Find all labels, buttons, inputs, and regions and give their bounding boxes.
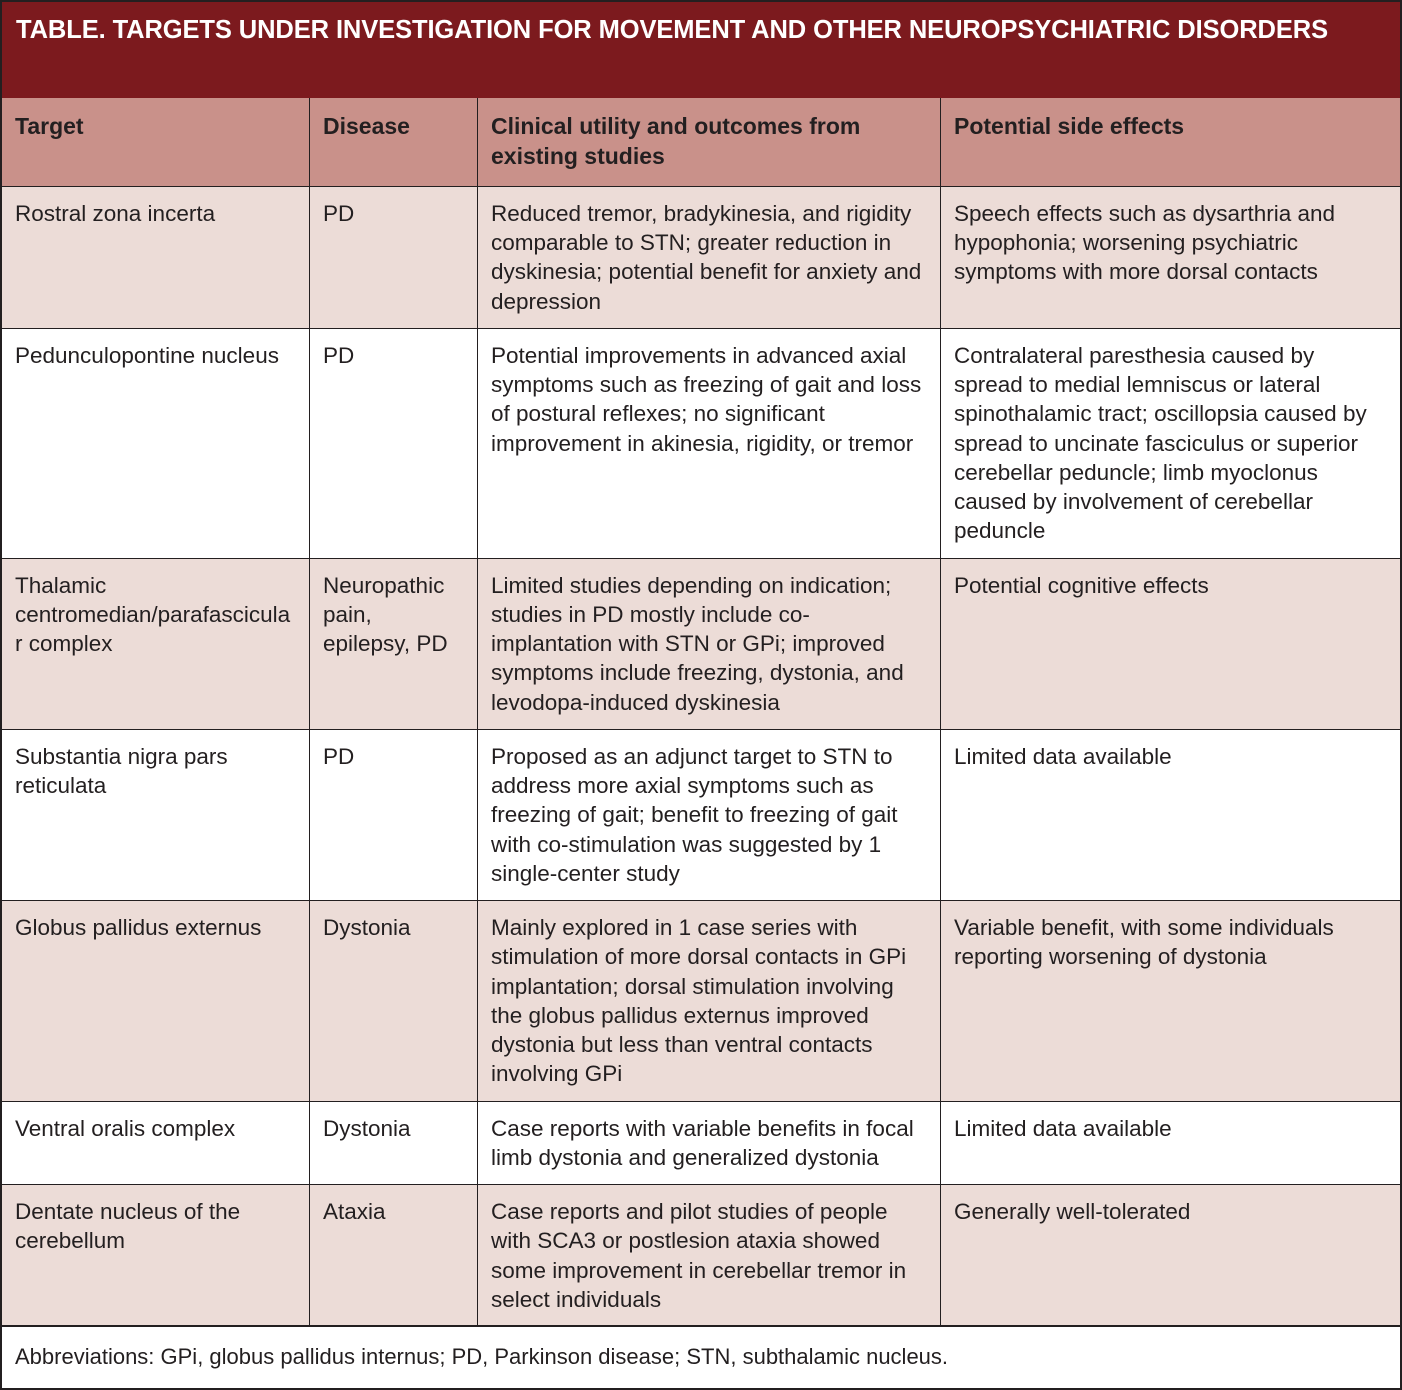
cell-target: Substantia nigra pars reticulata [15,743,228,799]
table-grid [2,98,1400,1325]
cell-utility: Reduced tremor, bradykinesia, and rigidity comparable to STN; greater reduction in dyskinesia; potential benefit for anxiety and depression [477,187,940,328]
table-header-row [2,98,1400,186]
cell-disease: PD [309,187,477,328]
cell-utility: Case reports and pilot studies of people with SCA3 or postlesion ataxia showed some improvement in cerebellar tremor in select individuals [477,1185,940,1326]
cell-utility: Potential improvements in advanced axial symptoms such as freezing of gait and loss of postural reflexes; no significant improvement in akinesia, rigidity, or tremor [477,329,940,558]
cell-utility: Case reports with variable benefits in focal limb dystonia and generalized dystonia [477,1102,940,1185]
cell-disease: PD [309,329,477,558]
cell-utility: Limited studies depending on indication; studies in PD mostly include co-implantation with STN or GPi; improved symptoms include freezing, dystonia, and levodopa-induced dyskinesia [477,559,940,729]
cell-side-effects: Potential cognitive effects [940,559,1400,729]
cell-side-effects: Generally well-tolerated [940,1185,1400,1326]
table-row [2,1101,1400,1185]
table-row [2,729,1400,900]
column-header-target: Target [15,113,84,139]
cell-target: Globus pallidus externus [15,915,262,941]
cell-disease: Dystonia [309,901,477,1101]
cell-utility: Mainly explored in 1 case series with stimulation of more dorsal contacts in GPi implantation; dorsal stimulation involving the globus pallidus externus improved dystonia but less than ventral contacts involving GPi [477,901,940,1101]
table-footnote-abbreviations: Abbreviations: GPi, globus pallidus internus; PD, Parkinson disease; STN, subthalamic nucleus. [2,1325,1400,1388]
table-row [2,900,1400,1101]
cell-side-effects: Speech effects such as dysarthria and hypophonia; worsening psychiatric symptoms with more dorsal contacts [940,187,1400,328]
column-header-utility: Clinical utility and outcomes from existing studies [477,98,940,186]
cell-target: Pedunculopontine nucleus [15,342,279,368]
column-header-disease: Disease [309,98,477,186]
cell-target: Dentate nucleus of the cerebellum [15,1199,241,1254]
cell-disease: Neuropathic pain, epilepsy, PD [309,559,477,729]
cell-side-effects: Variable benefit, with some individuals reporting worsening of dystonia [940,901,1400,1101]
table-row [2,328,1400,558]
cell-disease: PD [309,730,477,900]
cell-side-effects: Limited data available [940,1102,1400,1185]
cell-side-effects: Contralateral paresthesia caused by spread to medial lemniscus or lateral spinothalamic tract; oscillopsia caused by spread to uncinate fasciculus or superior cerebellar peduncle; limb myoclonus caused by involvement of cerebellar peduncle [940,329,1400,558]
cell-side-effects: Limited data available [940,730,1400,900]
cell-target: Rostral zona incerta [15,200,216,226]
table-row [2,186,1400,328]
table-row [2,558,1400,729]
column-header-side-effects: Potential side effects [940,98,1400,186]
table-title: TABLE. TARGETS UNDER INVESTIGATION FOR MOVEMENT AND OTHER NEUROPSYCHIATRIC DISORDERS [2,2,1400,98]
cell-target: Thalamic centromedian/parafascicular complex [15,572,291,657]
cell-disease: Dystonia [309,1102,477,1185]
cell-disease: Ataxia [309,1185,477,1326]
cell-utility: Proposed as an adjunct target to STN to address more axial symptoms such as freezing of gait; benefit to freezing of gait with co-stimulation was suggested by 1 single-center study [477,730,940,900]
cell-target: Ventral oralis complex [15,1115,236,1141]
table-row [2,1184,1400,1326]
